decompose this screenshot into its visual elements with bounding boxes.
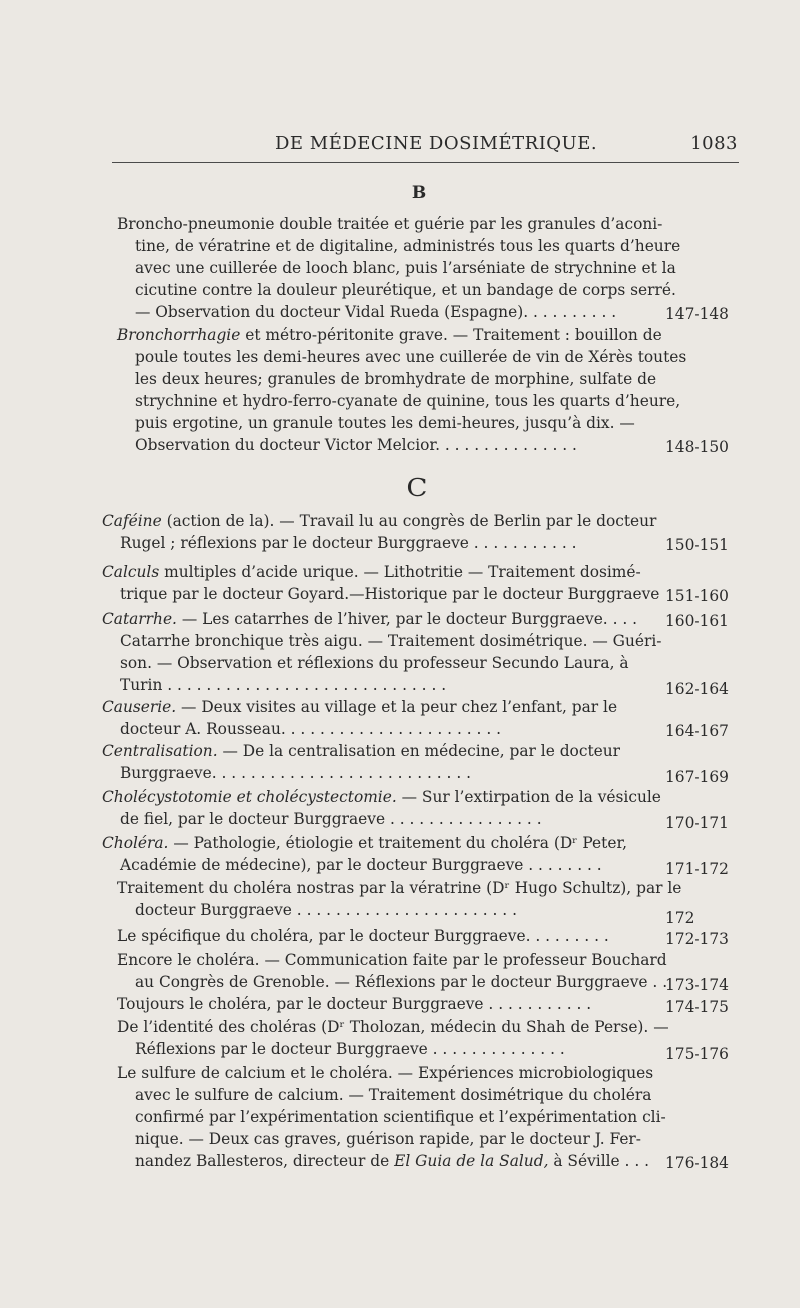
entry-line: Turin . . . . . . . . . . . . . . . . . . . . . . . . . . . . . xyxy=(120,676,447,694)
entry-first-line xyxy=(102,608,637,630)
running-head-title: DE MÉDECINE DOSIMÉTRIQUE. xyxy=(275,133,598,154)
entry-line: de fiel, par le docteur Burggraeve . . . . . . . . . . . . . . . . xyxy=(120,810,542,828)
entry-text: à Séville . . . xyxy=(548,1152,650,1170)
entry-term: Bronchorrhagie xyxy=(117,326,241,344)
header-rule xyxy=(112,162,739,163)
entry-pages: 164-167 xyxy=(665,722,729,740)
entry-line: tine, de vératrine et de digitaline, administrés tous les quarts d’heure xyxy=(135,237,681,255)
page-number: 1083 xyxy=(690,133,738,154)
entry-line: Toujours le choléra, par le docteur Burggraeve . . . . . . . . . . . xyxy=(117,995,592,1013)
entry-line: Réflexions par le docteur Burggraeve . . . . . . . . . . . . . . xyxy=(135,1040,565,1058)
entry-line: poule toutes les demi-heures avec une cuillerée de vin de Xérès toutes xyxy=(135,348,687,366)
entry-line: au Congrès de Grenoble. — Réflexions par le docteur Burggraeve . . xyxy=(135,973,668,991)
entry-text: — Pathologie, étiologie et traitement du choléra (Dʳ Peter, xyxy=(168,834,628,852)
entry-text: — Sur l’extirpation de la vésicule xyxy=(396,788,661,806)
entry-text: — De la centralisation en médecine, par le docteur xyxy=(217,742,621,760)
entry-pages: 172 xyxy=(665,909,695,927)
entry-line: puis ergotine, un granule toutes les demi-heures, jusqu’à dix. — xyxy=(135,414,635,432)
entry-line: Catarrhe bronchique très aigu. — Traitement dosimétrique. — Guéri- xyxy=(120,632,662,650)
entry-line: Broncho-pneumonie double traitée et guérie par les granules d’aconi- xyxy=(117,215,663,233)
entry-first-line xyxy=(102,832,627,854)
entry-text: — Les catarrhes de l’hiver, par le docteur Burggraeve. . . . xyxy=(176,610,638,628)
entry-pages: 148-150 xyxy=(665,438,729,456)
entry-pages: 173-174 xyxy=(665,976,729,994)
entry-first-line xyxy=(117,324,662,346)
entry-term: Causerie. xyxy=(102,698,177,716)
entry-line: Le spécifique du choléra, par le docteur Burggraeve. . . . . . . . . xyxy=(117,927,609,945)
entry-line: avec le sulfure de calcium. — Traitement dosimétrique du choléra xyxy=(135,1086,652,1104)
entry-first-line xyxy=(102,696,617,718)
entry-pages: 172-173 xyxy=(665,930,729,948)
entry-line: — Observation du docteur Vidal Rueda (Espagne). . . . . . . . . . xyxy=(135,303,617,321)
entry-text: et métro-péritonite grave. — Traitement : bouillon de xyxy=(240,326,662,344)
entry-term: Calculs xyxy=(102,563,160,581)
entry-term: Choléra. xyxy=(102,834,169,852)
entry-line: docteur Burggraeve . . . . . . . . . . . . . . . . . . . . . . . xyxy=(135,901,517,919)
section-letter-b: B xyxy=(411,183,427,203)
entry-text: — Deux visites au village et la peur chez l’enfant, par le xyxy=(176,698,618,716)
entry-line: avec une cuillerée de looch blanc, puis l’arséniate de strychnine et la xyxy=(135,259,676,277)
entry-journal-title: El Guia de la Salud, xyxy=(394,1152,549,1170)
entry-pages: 147-148 xyxy=(665,305,729,323)
entry-last-line xyxy=(135,1150,649,1172)
running-head xyxy=(0,133,800,157)
entry-line: De l’identité des choléras (Dʳ Tholozan, médecin du Shah de Perse). — xyxy=(117,1018,669,1036)
entry-first-line xyxy=(102,786,661,808)
entry-pages: 174-175 xyxy=(665,998,729,1016)
entry-pages: 167-169 xyxy=(665,768,729,786)
entry-pages: 175-176 xyxy=(665,1045,729,1063)
entry-line: Encore le choléra. — Communication faite par le professeur Bouchard xyxy=(117,951,667,969)
entry-line: Rugel ; réflexions par le docteur Burggraeve . . . . . . . . . . . xyxy=(120,534,577,552)
entry-text: nandez Ballesteros, directeur de xyxy=(135,1152,395,1170)
entry-line: son. — Observation et réflexions du professeur Secundo Laura, à xyxy=(120,654,629,672)
entry-line: Académie de médecine), par le docteur Burggraeve . . . . . . . . xyxy=(120,856,602,874)
entry-pages: 176-184 xyxy=(665,1154,729,1172)
entry-text: multiples d’acide urique. — Lithotritie — Traitement dosimé- xyxy=(159,563,641,581)
entry-pages: 151-160 xyxy=(665,587,729,605)
entry-term: Centralisation. xyxy=(102,742,218,760)
entry-line: les deux heures; granules de bromhydrate de morphine, sulfate de xyxy=(135,370,657,388)
entry-line: cicutine contre la douleur pleurétique, et un bandage de corps serré. xyxy=(135,281,676,299)
entry-line: Observation du docteur Victor Melcior. . . . . . . . . . . . . . . xyxy=(135,436,577,454)
entry-pages: 162-164 xyxy=(665,680,729,698)
entry-term: Cholécystotomie et cholécystectomie. xyxy=(102,788,397,806)
entry-pages: 170-171 xyxy=(665,814,729,832)
entry-term: Catarrhe. xyxy=(102,610,177,628)
entry-line: confirmé par l’expérimentation scientifique et l’expérimentation cli- xyxy=(135,1108,666,1126)
entry-text: (action de la). — Travail lu au congrès de Berlin par le docteur xyxy=(161,512,657,530)
entry-first-line xyxy=(102,561,641,583)
entry-pages: 171-172 xyxy=(665,860,729,878)
entry-line: trique par le docteur Goyard.—Historique par le docteur Burggraeve xyxy=(120,585,660,603)
entry-line: Le sulfure de calcium et le choléra. — Expériences microbiologiques xyxy=(117,1064,654,1082)
entry-first-line xyxy=(102,510,656,532)
section-letter-c: C xyxy=(406,474,428,502)
entry-term: Caféine xyxy=(102,512,162,530)
entry-line: nique. — Deux cas graves, guérison rapide, par le docteur J. Fer- xyxy=(135,1130,641,1148)
entry-pages: 150-151 xyxy=(665,536,729,554)
entry-line: Burggraeve. . . . . . . . . . . . . . . . . . . . . . . . . . . xyxy=(120,764,472,782)
entry-first-line xyxy=(102,740,620,762)
entry-pages: 160-161 xyxy=(665,612,729,630)
entry-line: strychnine et hydro-ferro-cyanate de quinine, tous les quarts d’heure, xyxy=(135,392,681,410)
entry-line: docteur A. Rousseau. . . . . . . . . . . . . . . . . . . . . . . xyxy=(120,720,502,738)
entry-line: Traitement du choléra nostras par la vératrine (Dʳ Hugo Schultz), par le xyxy=(117,879,682,897)
